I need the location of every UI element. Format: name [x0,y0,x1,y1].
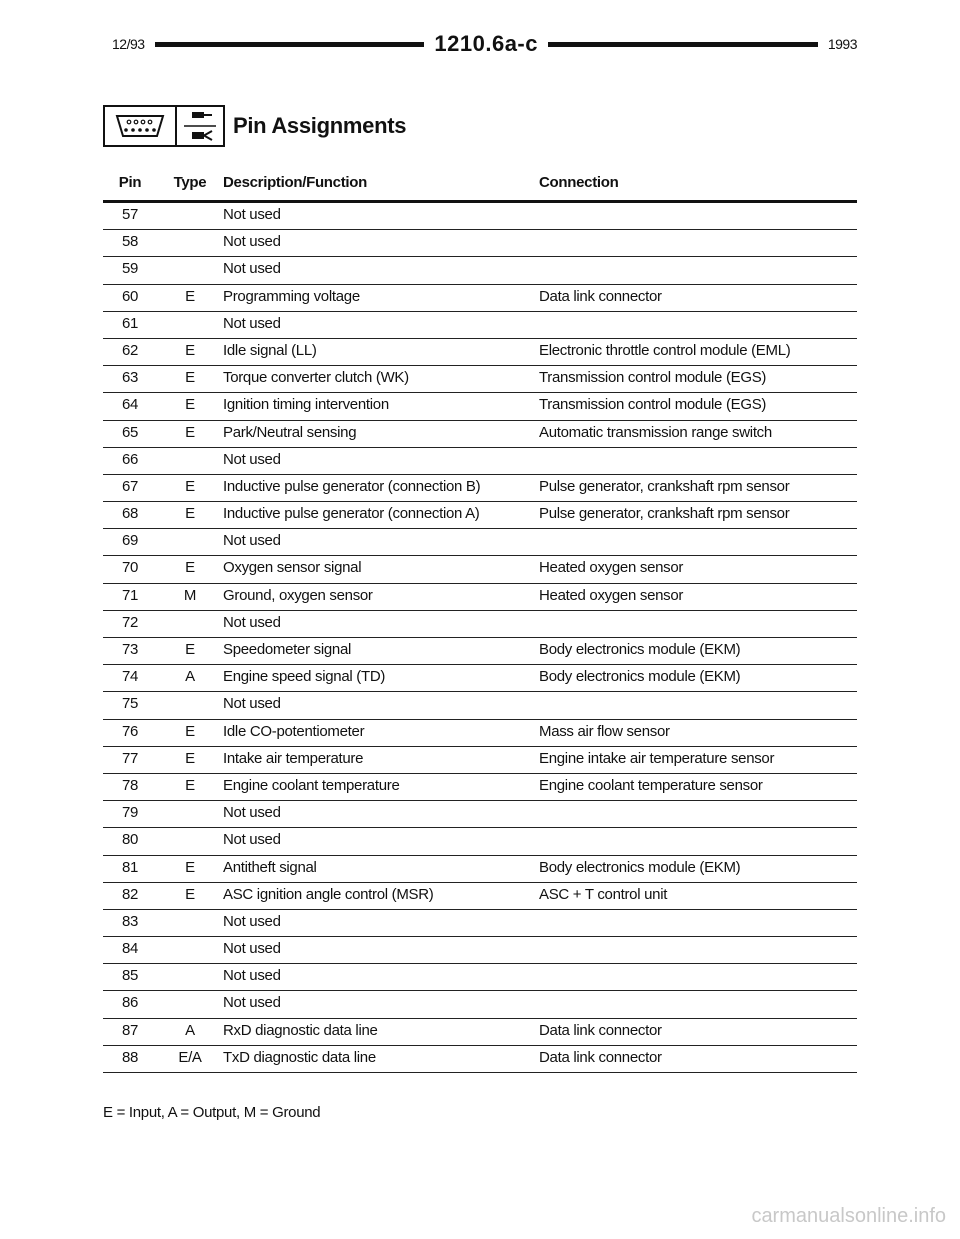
table-row [103,475,857,502]
table-row [103,692,857,719]
table-row [103,312,857,339]
connection-cell: Heated oxygen sensor [539,586,684,604]
description-cell: Oxygen sensor signal [223,559,362,577]
pin-cell: 75 [121,695,139,713]
input-output-icon [177,105,225,147]
table-row [103,339,857,366]
table-row [103,448,857,475]
type-cell: E [185,641,195,658]
connection-cell: Data link connector [539,1048,662,1066]
type-cell: E [185,749,195,767]
header-rule-left [155,42,425,47]
pin-cell: 62 [121,341,139,359]
pin-cell: 86 [121,994,139,1012]
connector-icon [103,105,177,147]
header-connection: Connection [539,174,619,191]
pin-cell: 79 [121,804,139,822]
table-row [103,285,857,312]
connection-cell: Heated oxygen sensor [539,559,684,577]
description-cell: Programming voltage [223,287,360,305]
description-cell: Engine speed signal (TD) [223,668,386,686]
pin-cell: 69 [121,532,139,550]
description-cell: Not used [223,314,281,332]
description-cell: Not used [223,532,281,550]
type-cell: E [185,423,195,441]
table-row [103,720,857,747]
table-row [103,774,857,801]
connection-cell: Data link connector [539,1021,662,1039]
table-row [103,584,857,611]
description-cell: Idle CO-potentiometer [223,722,365,740]
section-title: Pin Assignments [233,113,407,138]
table-row [103,910,857,937]
table-row [103,257,857,284]
description-cell: Not used [223,831,281,849]
description-cell: Not used [223,260,281,278]
description-cell: Not used [223,613,281,631]
type-cell: E [185,776,195,794]
table-row [103,502,857,529]
type-cell: E [185,559,195,577]
description-cell: Antitheft signal [223,858,317,876]
pin-cell: 77 [121,749,139,767]
pin-cell: 64 [121,396,139,414]
table-row [103,828,857,855]
pin-cell: 74 [121,668,139,686]
header-code: 1210.6a-c [434,31,538,56]
pin-cell: 85 [121,967,139,985]
pin-cell: 78 [121,776,139,794]
pin-cell: 87 [121,1021,139,1039]
connection-cell: Automatic transmission range switch [539,423,772,441]
type-cell: E [185,341,195,359]
description-cell: Not used [223,912,281,930]
type-cell: A [185,668,195,686]
connection-cell: Body electronics module (EKM) [539,858,741,876]
type-cell: E [185,287,195,305]
table-row [103,611,857,638]
table-row [103,991,857,1018]
type-cell: E/A [178,1048,202,1066]
pin-cell: 68 [121,505,139,523]
description-cell: Not used [223,967,281,985]
pin-cell: 71 [121,586,139,604]
table-row [103,393,857,420]
header-pin: Pin [118,174,142,191]
connection-cell: Electronic throttle control module (EML) [539,341,791,359]
description-cell: Park/Neutral sensing [223,423,357,441]
connection-cell: Body electronics module (EKM) [539,668,741,686]
header-date: 12/93 [112,36,145,52]
type-cell: E [185,396,195,414]
table-row [103,556,857,583]
description-cell: Ignition timing intervention [223,396,389,414]
header-type: Type [173,174,207,191]
table-row [103,856,857,883]
table-row [103,230,857,257]
type-cell: E [185,369,195,387]
type-cell: E [185,858,195,876]
table-row [103,1019,857,1046]
description-cell: Torque converter clutch (WK) [223,369,409,387]
description-cell: Ground, oxygen sensor [223,586,373,604]
legend: E = Input, A = Output, M = Ground [103,1104,321,1121]
table-row [103,883,857,910]
connection-cell: Mass air flow sensor [539,722,670,740]
description-cell: Not used [223,233,281,251]
table-row [103,665,857,692]
description-cell: Inductive pulse generator (connection B) [223,477,481,495]
pin-table [103,203,857,1073]
connection-cell: Pulse generator, crankshaft rpm sensor [539,505,790,523]
header-rule-right [548,42,818,47]
description-cell: Not used [223,206,281,223]
pin-cell: 60 [121,287,139,305]
table-row [103,421,857,448]
type-cell: E [185,885,195,903]
pin-cell: 59 [121,260,139,278]
pin-cell: 82 [121,885,139,903]
type-cell: E [185,505,195,523]
type-cell: E [185,477,195,495]
table-row [103,638,857,665]
type-cell: M [183,586,197,604]
pin-cell: 76 [121,722,139,740]
table-header [103,174,857,203]
table-row [103,747,857,774]
description-cell: RxD diagnostic data line [223,1021,378,1039]
pin-cell: 58 [121,233,139,251]
description-cell: Speedometer signal [223,641,352,658]
connection-cell: Engine intake air temperature sensor [539,749,775,767]
pin-cell: 73 [121,641,139,658]
page-header [112,30,857,58]
connection-cell: Transmission control module (EGS) [539,369,767,387]
table-row [103,1046,857,1073]
connection-cell: Data link connector [539,287,662,305]
pin-cell: 65 [121,423,139,441]
description-cell: Not used [223,804,281,822]
header-year: 1993 [827,36,858,52]
connection-cell: ASC + T control unit [539,885,668,903]
pin-cell: 84 [121,940,139,958]
table-row [103,801,857,828]
pin-cell: 63 [121,369,139,387]
pin-cell: 70 [121,559,139,577]
section-title-row [103,103,406,149]
description-cell: Idle signal (LL) [223,341,317,359]
description-cell: Engine coolant temperature [223,776,400,794]
pin-cell: 88 [121,1048,139,1066]
connection-cell: Body electronics module (EKM) [539,641,741,658]
pin-cell: 66 [121,450,139,468]
connection-cell: Engine coolant temperature sensor [539,776,763,794]
description-cell: Intake air temperature [223,749,364,767]
table-row [103,366,857,393]
pin-cell: 72 [121,613,139,631]
table-row [103,937,857,964]
pin-cell: 80 [121,831,139,849]
description-cell: Inductive pulse generator (connection A) [223,505,480,523]
table-row [103,529,857,556]
description-cell: Not used [223,695,281,713]
description-cell: Not used [223,940,281,958]
watermark: carmanualsonline.info [751,1205,946,1227]
header-description: Description/Function [223,174,368,191]
pin-cell: 81 [121,858,139,876]
description-cell: Not used [223,450,281,468]
type-cell: A [185,1021,195,1039]
pin-cell: 83 [121,912,139,930]
description-cell: Not used [223,994,281,1012]
description-cell: TxD diagnostic data line [223,1048,376,1066]
description-cell: ASC ignition angle control (MSR) [223,885,434,903]
pin-cell: 67 [121,477,139,495]
type-cell: E [185,722,195,740]
connection-cell: Transmission control module (EGS) [539,396,767,414]
connection-cell: Pulse generator, crankshaft rpm sensor [539,477,790,495]
pin-cell: 61 [121,314,139,332]
table-row [103,203,857,230]
pin-cell: 57 [121,206,139,223]
table-row [103,964,857,991]
